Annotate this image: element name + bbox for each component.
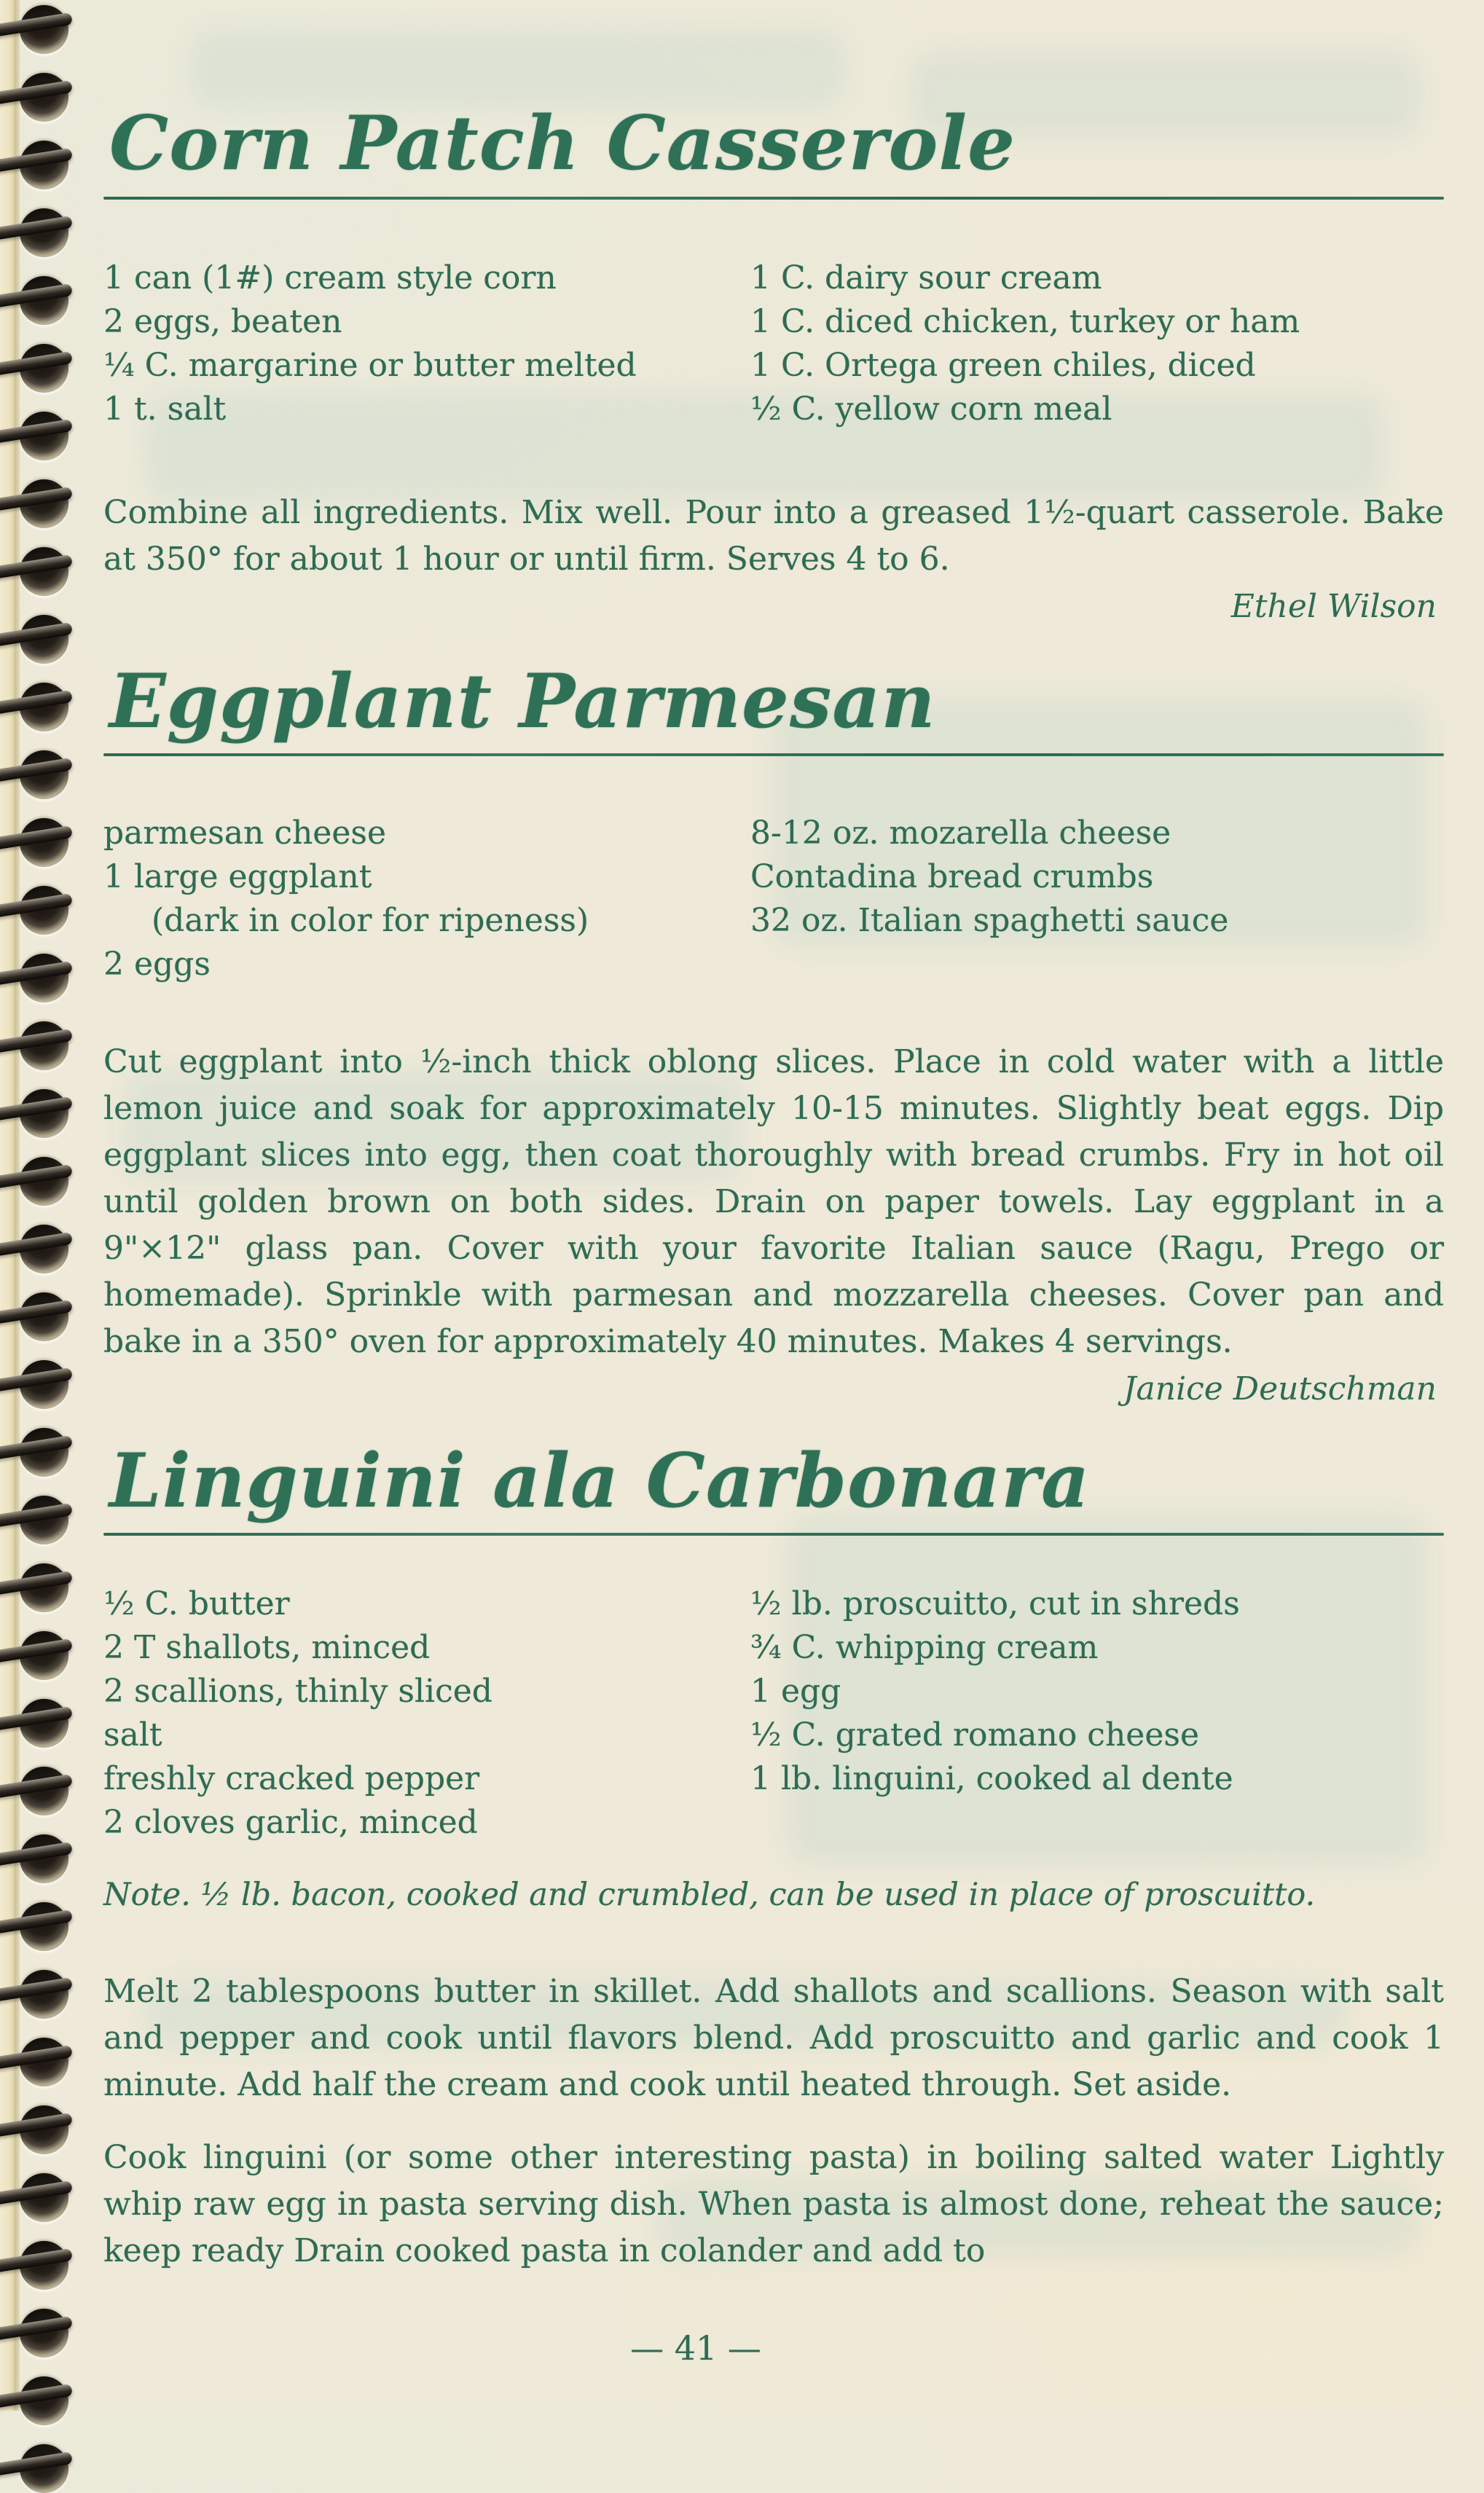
title-rule [103,1533,1444,1536]
recipe-attribution: Ethel Wilson [1230,588,1437,625]
ingredient-item: 2 cloves garlic, minced [103,1804,478,1841]
recipe-attribution: Janice Deutschman [1123,1370,1437,1408]
ingredient-item: ¾ C. whipping cream [750,1629,1099,1666]
recipe-eggplant-parmesan [103,660,1444,1410]
recipe-note: Note. ½ lb. bacon, cooked and crumbled, can be used in place of proscuitto. [103,1877,1316,1913]
ingredient-item: 1 C. Ortega green chiles, diced [750,347,1256,384]
ingredient-item: 2 eggs, beaten [103,303,342,340]
ingredient-item: Contadina bread crumbs [750,858,1154,895]
ingredient-item: parmesan cheese [103,814,387,852]
ingredient-item: (dark in color for ripeness) [152,902,589,939]
ingredient-item: 1 large eggplant [103,858,372,895]
ingredients-column-right [750,812,1444,986]
ingredient-item: 2 T shallots, minced [103,1629,431,1666]
recipe-instructions: Melt 2 tablespoons butter in skillet. Add shallots and scallions. Season with salt and pepper and cook until flavors blend. Add proscuitto and garlic and cook 1 minute. Add half the cream and cook until heated through. Set aside. [103,1973,1444,2103]
title-rule [103,753,1444,756]
ingredient-item: ¼ C. margarine or butter melted [103,347,637,384]
recipe-linguini-ala-carbonara [103,1437,1444,2274]
spiral-binding [0,0,127,2411]
recipe-corn-patch-casserole [103,0,1444,628]
ingredients-column-right [750,256,1444,431]
ingredient-item: 1 t. salt [103,390,227,428]
ingredients-list [103,256,1444,431]
ingredient-item: 1 can (1#) cream style corn [103,259,557,297]
ingredient-item: salt [103,1716,162,1754]
page-number: — 41 — [630,2328,761,2368]
ingredients-list [103,812,1444,986]
recipe-title: Corn Patch Casserole [109,100,1016,187]
ingredient-item: ½ lb. proscuitto, cut in shreds [750,1585,1240,1622]
ingredients-column-right [750,1582,1444,1845]
ingredient-item: 1 C. diced chicken, turkey or ham [750,303,1300,340]
ingredient-item: 2 eggs [103,946,211,983]
ingredient-item: ½ C. yellow corn meal [750,390,1112,428]
ingredients-column-left [103,1582,750,1845]
ingredient-item: 1 lb. linguini, cooked al dente [750,1760,1233,1797]
ingredient-item: 1 egg [750,1673,841,1710]
recipe-instructions: Combine all ingredients. Mix well. Pour into a greased 1½-quart casserole. Bake at 350° for about 1 hour or until firm. Serves 4 to 6. [103,494,1444,578]
ingredient-item: 1 C. dairy sour cream [750,259,1102,297]
page-content [103,0,1444,2274]
recipe-title: Linguini ala Carbonara [109,1437,1091,1525]
ingredient-item: 32 oz. Italian spaghetti sauce [750,902,1229,939]
ingredients-column-left [103,256,750,431]
ingredient-item: 2 scallions, thinly sliced [103,1673,492,1710]
ingredient-item: ½ C. grated romano cheese [750,1716,1199,1754]
recipe-instructions: Cook linguini (or some other interesting pasta) in boiling salted water Lightly whip raw egg in pasta serving dish. When pasta is almost done, reheat the sauce; keep ready Drain cooked pasta in colander and add to [103,2139,1444,2269]
title-rule [103,197,1444,200]
ingredient-item: ½ C. butter [103,1585,290,1622]
recipe-title: Eggplant Parmesan [109,658,936,745]
ingredient-item: freshly cracked pepper [103,1760,480,1797]
ingredient-item: 8-12 oz. mozarella cheese [750,814,1171,852]
recipe-instructions: Cut eggplant into ½-inch thick oblong slices. Place in cold water with a little lemon juice and soak for approximately 10-15 minutes. Slightly beat eggs. Dip eggplant slices into egg, then coat thoroughly with bread crumbs. Fry in hot oil until golden brown on both sides. Drain on paper towels. Lay eggplant in a 9"×12" glass pan. Cover with your favorite Italian sauce (Ragu, Prego or homemade). Sprinkle with parmesan and mozzarella cheeses. Cover pan and bake in a 350° oven for approximately 40 minutes. Makes 4 servings. [103,1043,1444,1360]
ingredients-column-left [103,812,750,986]
ingredients-list [103,1582,1444,1845]
